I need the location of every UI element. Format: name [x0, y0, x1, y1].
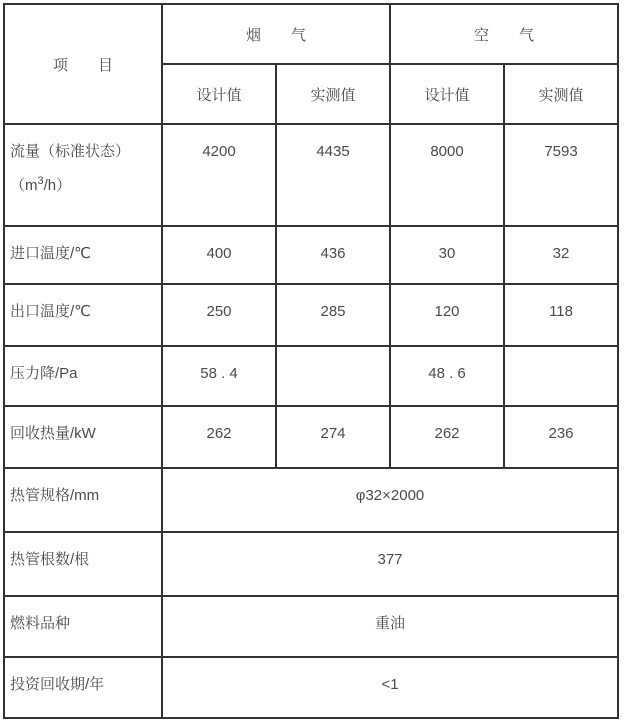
heat-flue-design-value: 262	[162, 406, 276, 468]
flow-flue-measured-value: 4435	[276, 124, 390, 226]
pipe-spec-value: φ32×2000	[162, 468, 618, 532]
fuel-type-value: 重油	[162, 596, 618, 657]
flow-rate-label-line2: $(m^3/h)$	[10, 175, 72, 194]
pressure-air-measured-value	[504, 346, 618, 406]
row-label-inlet-temp: 进口温度/℃	[4, 226, 162, 284]
row-label-recovered-heat: 回收热量/kW	[4, 406, 162, 468]
table-row-flow-rate	[4, 124, 618, 226]
pipe-count-value: 377	[162, 532, 618, 596]
pressure-flue-measured-value	[276, 346, 390, 406]
pressure-air-design-value: 48 . 6	[390, 346, 504, 406]
flow-air-measured-value: 7593	[504, 124, 618, 226]
inlet-air-design-value: 30	[390, 226, 504, 284]
row-label-outlet-temp: 出口温度/℃	[4, 284, 162, 346]
flow-air-design-value: 8000	[390, 124, 504, 226]
inlet-flue-measured-value: 436	[276, 226, 390, 284]
header-air-cell: 空 气	[390, 4, 618, 64]
table-row-fuel-type	[4, 596, 618, 657]
heat-flue-measured-value: 274	[276, 406, 390, 468]
outlet-flue-measured-value: 285	[276, 284, 390, 346]
header-flue-measured-cell: 实测值	[276, 64, 390, 124]
outlet-air-design-value: 120	[390, 284, 504, 346]
table-row-inlet-temp	[4, 226, 618, 284]
header-flue-design-cell: 设计值	[162, 64, 276, 124]
flow-flue-design-value: 4200	[162, 124, 276, 226]
header-air-measured-cell: 实测值	[504, 64, 618, 124]
table-row-recovered-heat	[4, 406, 618, 468]
inlet-flue-design-value: 400	[162, 226, 276, 284]
heat-air-design-value: 262	[390, 406, 504, 468]
header-item-cell: 项 目	[4, 4, 162, 124]
pressure-flue-design-value: 58 . 4	[162, 346, 276, 406]
payback-period-value: <1	[162, 657, 618, 718]
table-row-outlet-temp	[4, 284, 618, 346]
header-air-design-cell: 设计值	[390, 64, 504, 124]
row-label-pipe-count: 热管根数/根	[4, 532, 162, 596]
table-row-pipe-spec	[4, 468, 618, 532]
table-row-pressure-drop	[4, 346, 618, 406]
row-label-pressure-drop: 压力降/Pa	[4, 346, 162, 406]
row-label-fuel-type: 燃料品种	[4, 596, 162, 657]
heat-pipe-spec-table	[3, 3, 619, 719]
row-label-flow-rate	[4, 124, 162, 226]
header-flue-gas-cell: 烟 气	[162, 4, 390, 64]
inlet-air-measured-value: 32	[504, 226, 618, 284]
outlet-flue-design-value: 250	[162, 284, 276, 346]
flow-rate-unit-superscript: 3	[37, 175, 44, 187]
header-row-groups	[4, 4, 618, 64]
flow-rate-label-line1: 流量（标准状态）	[10, 143, 131, 160]
table-row-payback-period	[4, 657, 618, 718]
heat-air-measured-value: 236	[504, 406, 618, 468]
table-row-pipe-count	[4, 532, 618, 596]
outlet-air-measured-value: 118	[504, 284, 618, 346]
row-label-payback-period: 投资回收期/年	[4, 657, 162, 718]
row-label-pipe-spec: 热管规格/mm	[4, 468, 162, 532]
